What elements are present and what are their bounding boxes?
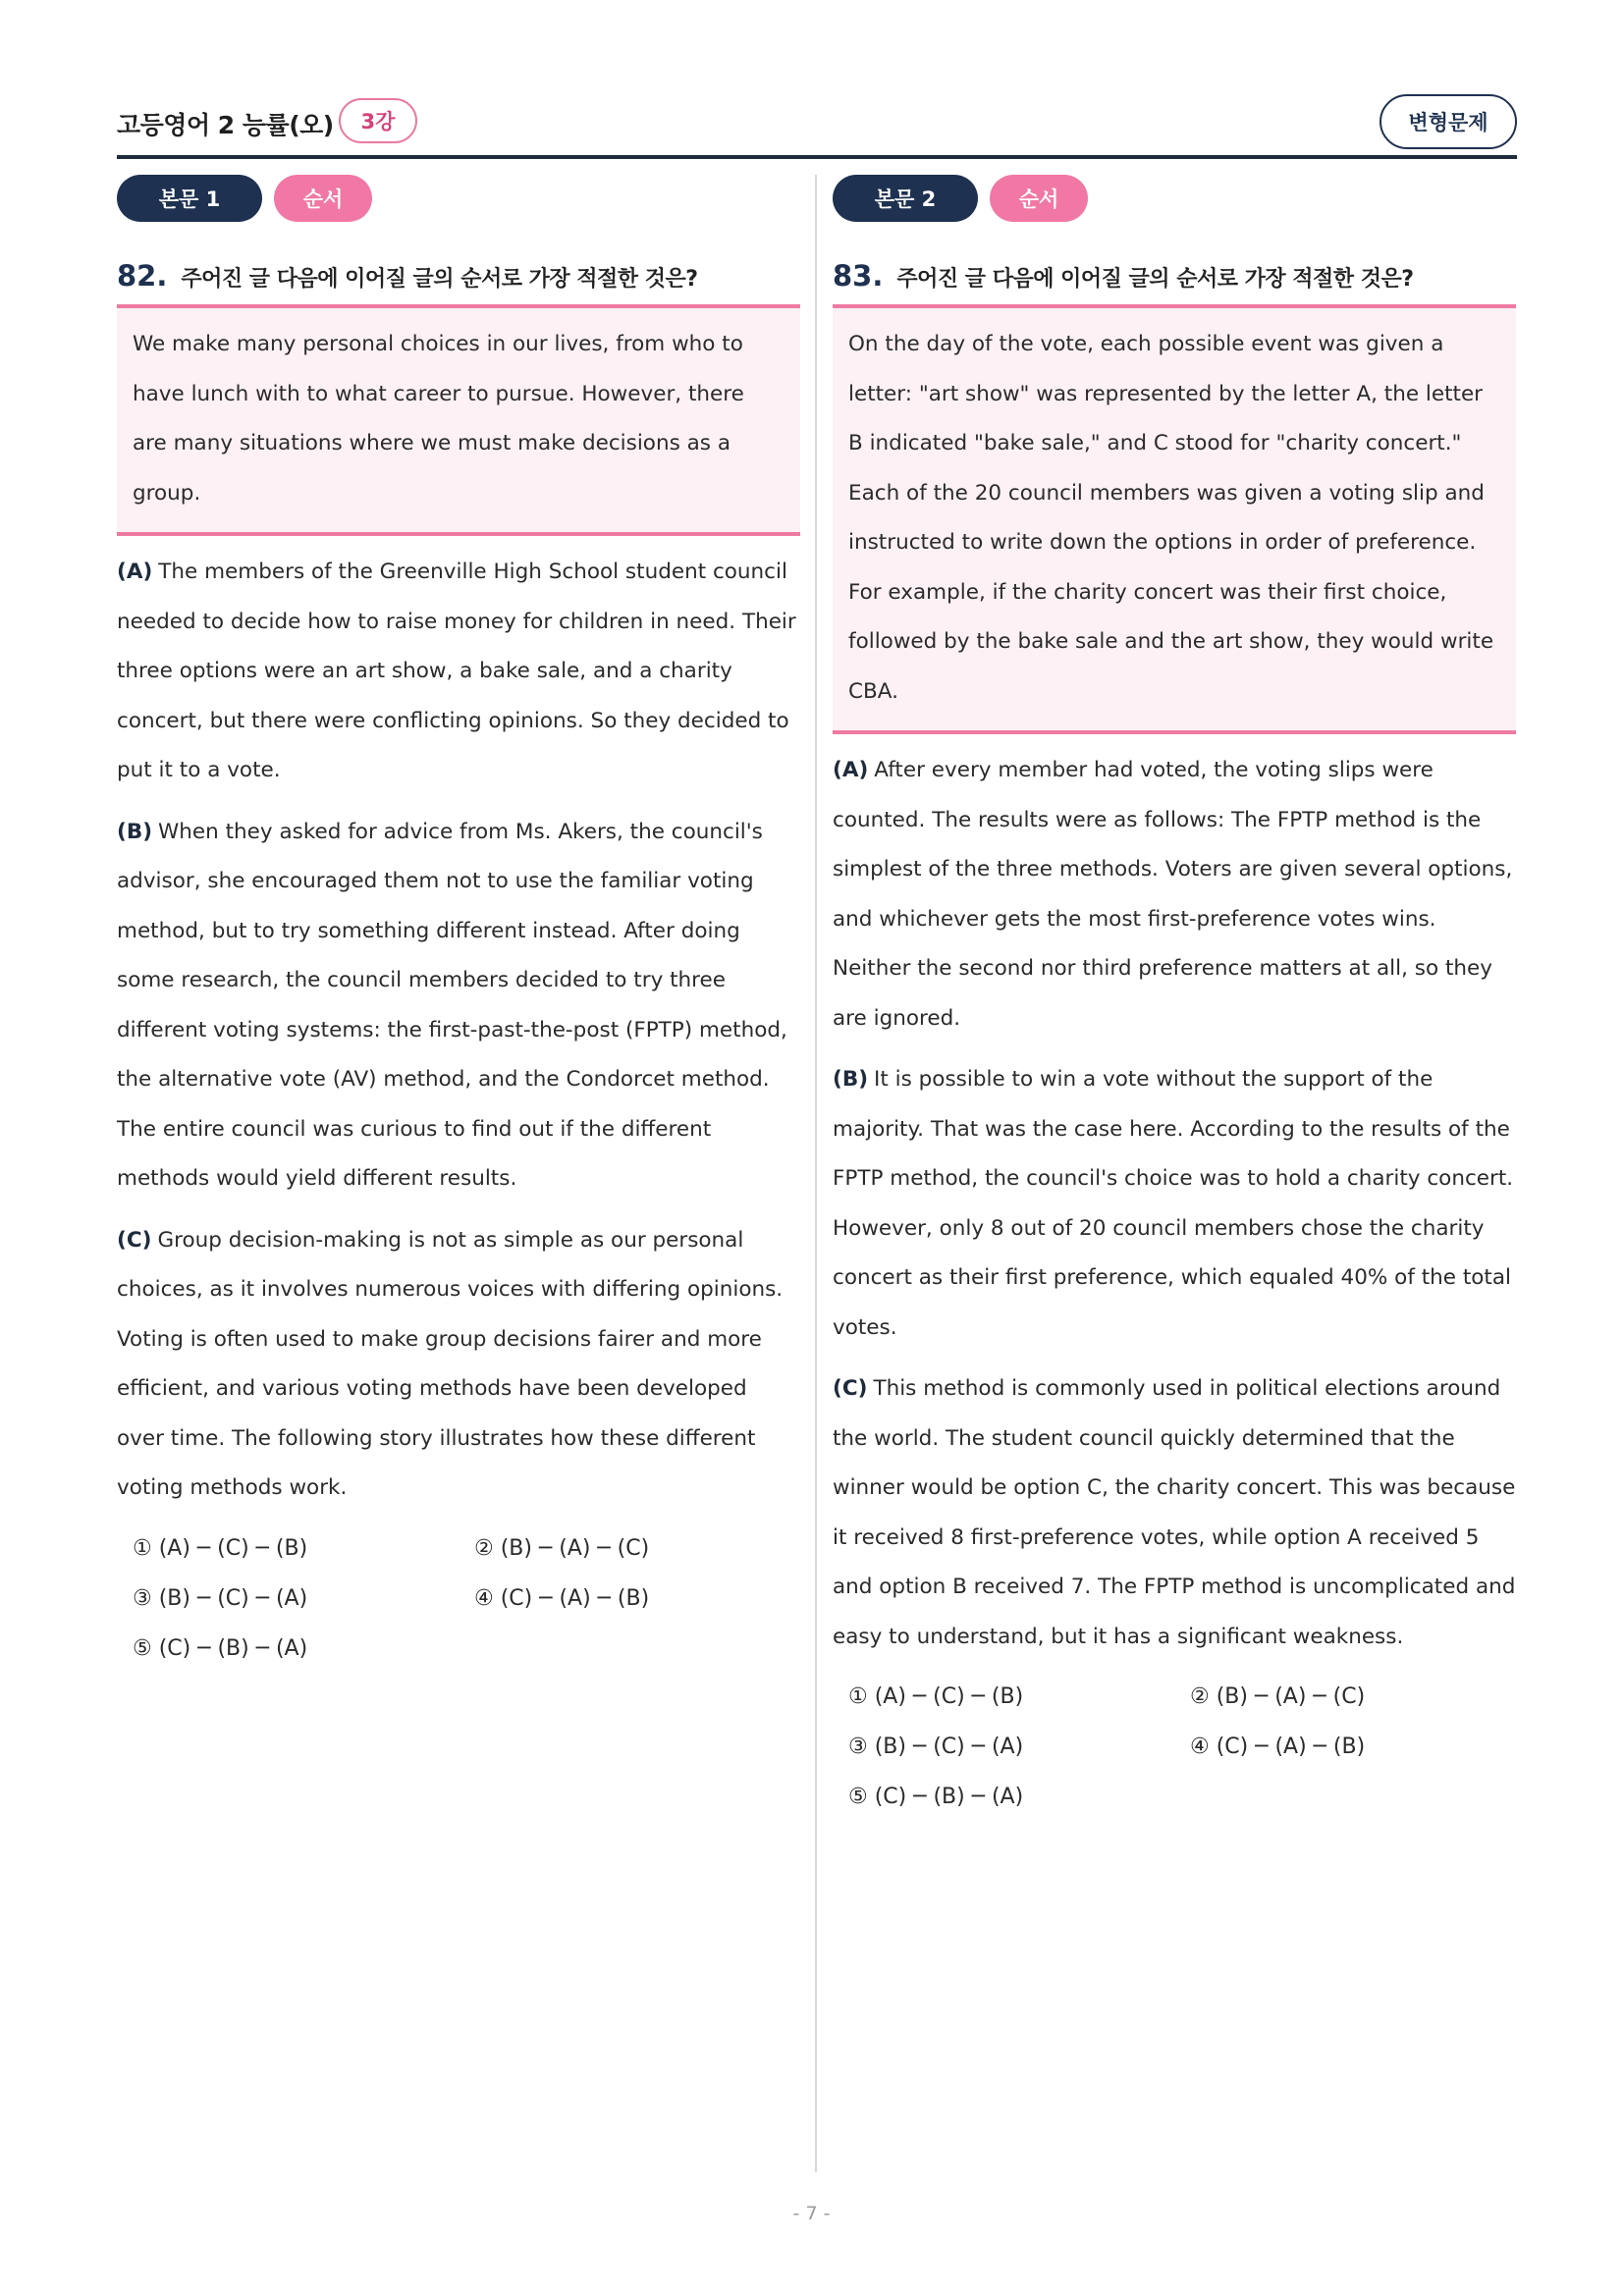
paragraph-text: This method is commonly used in political elections around the world. The student council quickly determined that the winner would be option C, the charity concert. This was because it received 8 first-preference votes, while option A received 5 and option B received 7. The FPTP method is uncomplicated and easy to understand, but it has a significant weakness. (833, 1376, 1516, 1649)
given-passage-box (833, 304, 1516, 734)
question-number: 82. (117, 259, 168, 293)
paragraph-text: It is possible to win a vote without the support of the majority. That was the case here. According to the results of the FPTP method, the council's choice was to hold a charity concert. However, only 8 out of 20 council members chose the charity concert as their first preference, which equaled 40% of the total votes. (833, 1067, 1514, 1340)
option-5[interactable]: ⑤ (C) ─ (B) ─ (A) (133, 1635, 308, 1661)
option-5[interactable]: ⑤ (C) ─ (B) ─ (A) (848, 1785, 1024, 1809)
question-type-tag: 순서 (274, 175, 372, 222)
paragraph-a (833, 746, 1516, 1043)
page-number: - 7 - (792, 2203, 831, 2224)
paragraph-mark: (B) (833, 1067, 869, 1092)
question-type-badge: 변형문제 (1380, 94, 1517, 149)
right-column (833, 175, 1516, 1822)
question-text: 주어진 글 다음에 이어질 글의 순서로 가장 적절한 것은? (181, 267, 698, 292)
paragraph-text: The members of the Greenville High School student council needed to decide how to raise money for children in need. Their three options were an art show, a bake sale, and a charity concert, but there were conflicting opinions. So they decided to put it to a vote. (117, 560, 796, 782)
paragraph-a (117, 548, 800, 796)
option-2[interactable]: ② (B) ─ (A) ─ (C) (1190, 1684, 1366, 1709)
option-4[interactable]: ④ (C) ─ (A) ─ (B) (1190, 1735, 1366, 1759)
book-title: 고등영어 2 능률(오) (117, 111, 334, 139)
option-3[interactable]: ③ (B) ─ (C) ─ (A) (133, 1585, 308, 1611)
paragraph-mark: (A) (833, 758, 869, 782)
paragraph-c (833, 1364, 1516, 1662)
answer-options (117, 1523, 800, 1674)
option-1[interactable]: ① (A) ─ (C) ─ (B) (133, 1535, 308, 1561)
paragraph-b (833, 1055, 1516, 1353)
given-passage-box (117, 304, 800, 536)
paragraph-c (117, 1216, 800, 1514)
left-tags (117, 175, 800, 222)
paragraph-text: After every member had voted, the voting slips were counted. The results were as follows: The FPTP method is the simplest of the three methods. Voters are given several options, and whichever gets the most first-preference votes wins. Neither the second nor third preference matters at all, so they are ignored. (833, 758, 1513, 1031)
header-divider (117, 155, 1517, 159)
given-passage-text: We make many personal choices in our lives, from who to have lunch with to what career to pursue. However, there are many situations where we must make decisions as a group. (133, 332, 744, 506)
paragraph-text: When they asked for advice from Ms. Akers, the council's advisor, she encouraged them not to use the familiar voting method, but to try something different instead. After doing some research, the council members decided to try three different voting systems: the first-past-the-post (FPTP) method, the alternative vote (AV) method, and the Condorcet method. The entire council was curious to find out if the different methods would yield different results. (117, 819, 787, 1191)
question-heading (833, 259, 1516, 298)
question-heading (117, 259, 800, 298)
lesson-badge: 3강 (339, 98, 417, 143)
paragraph-b (117, 808, 800, 1204)
option-4[interactable]: ④ (C) ─ (A) ─ (B) (474, 1585, 650, 1611)
paragraph-mark: (C) (117, 1227, 152, 1253)
option-3[interactable]: ③ (B) ─ (C) ─ (A) (848, 1735, 1024, 1759)
given-passage-text: On the day of the vote, each possible event was given a letter: "art show" was represented by the letter A, the letter B indicated "bake sale," and C stood for "charity concert." Each of the 20 council members was given a voting slip and instructed to write down the options in order of preference. For example, if the charity concert was their first choice, followed by the bake sale and the art show, they would write CBA. (848, 332, 1494, 704)
answer-options (833, 1672, 1516, 1822)
paragraph-mark: (A) (117, 560, 153, 584)
passage-tag: 본문 1 (117, 175, 262, 222)
column-divider (815, 175, 817, 2172)
option-1[interactable]: ① (A) ─ (C) ─ (B) (848, 1684, 1024, 1709)
right-tags (833, 175, 1516, 222)
passage-tag: 본문 2 (833, 175, 978, 222)
paragraph-mark: (B) (117, 819, 153, 844)
question-type-tag: 순서 (990, 175, 1088, 222)
paragraph-mark: (C) (833, 1376, 868, 1401)
paragraph-text: Group decision-making is not as simple as our personal choices, as it involves numerous voices with differing opinions. Voting is often used to make group decisions fairer and more efficient, and various voting methods have been developed over time. The following story illustrates how these different voting methods work. (117, 1227, 784, 1500)
question-text: 주어진 글 다음에 이어질 글의 순서로 가장 적절한 것은? (896, 267, 1414, 292)
question-number: 83. (833, 259, 884, 293)
option-2[interactable]: ② (B) ─ (A) ─ (C) (474, 1535, 650, 1561)
left-column (117, 175, 800, 1674)
page-header (117, 94, 1517, 161)
